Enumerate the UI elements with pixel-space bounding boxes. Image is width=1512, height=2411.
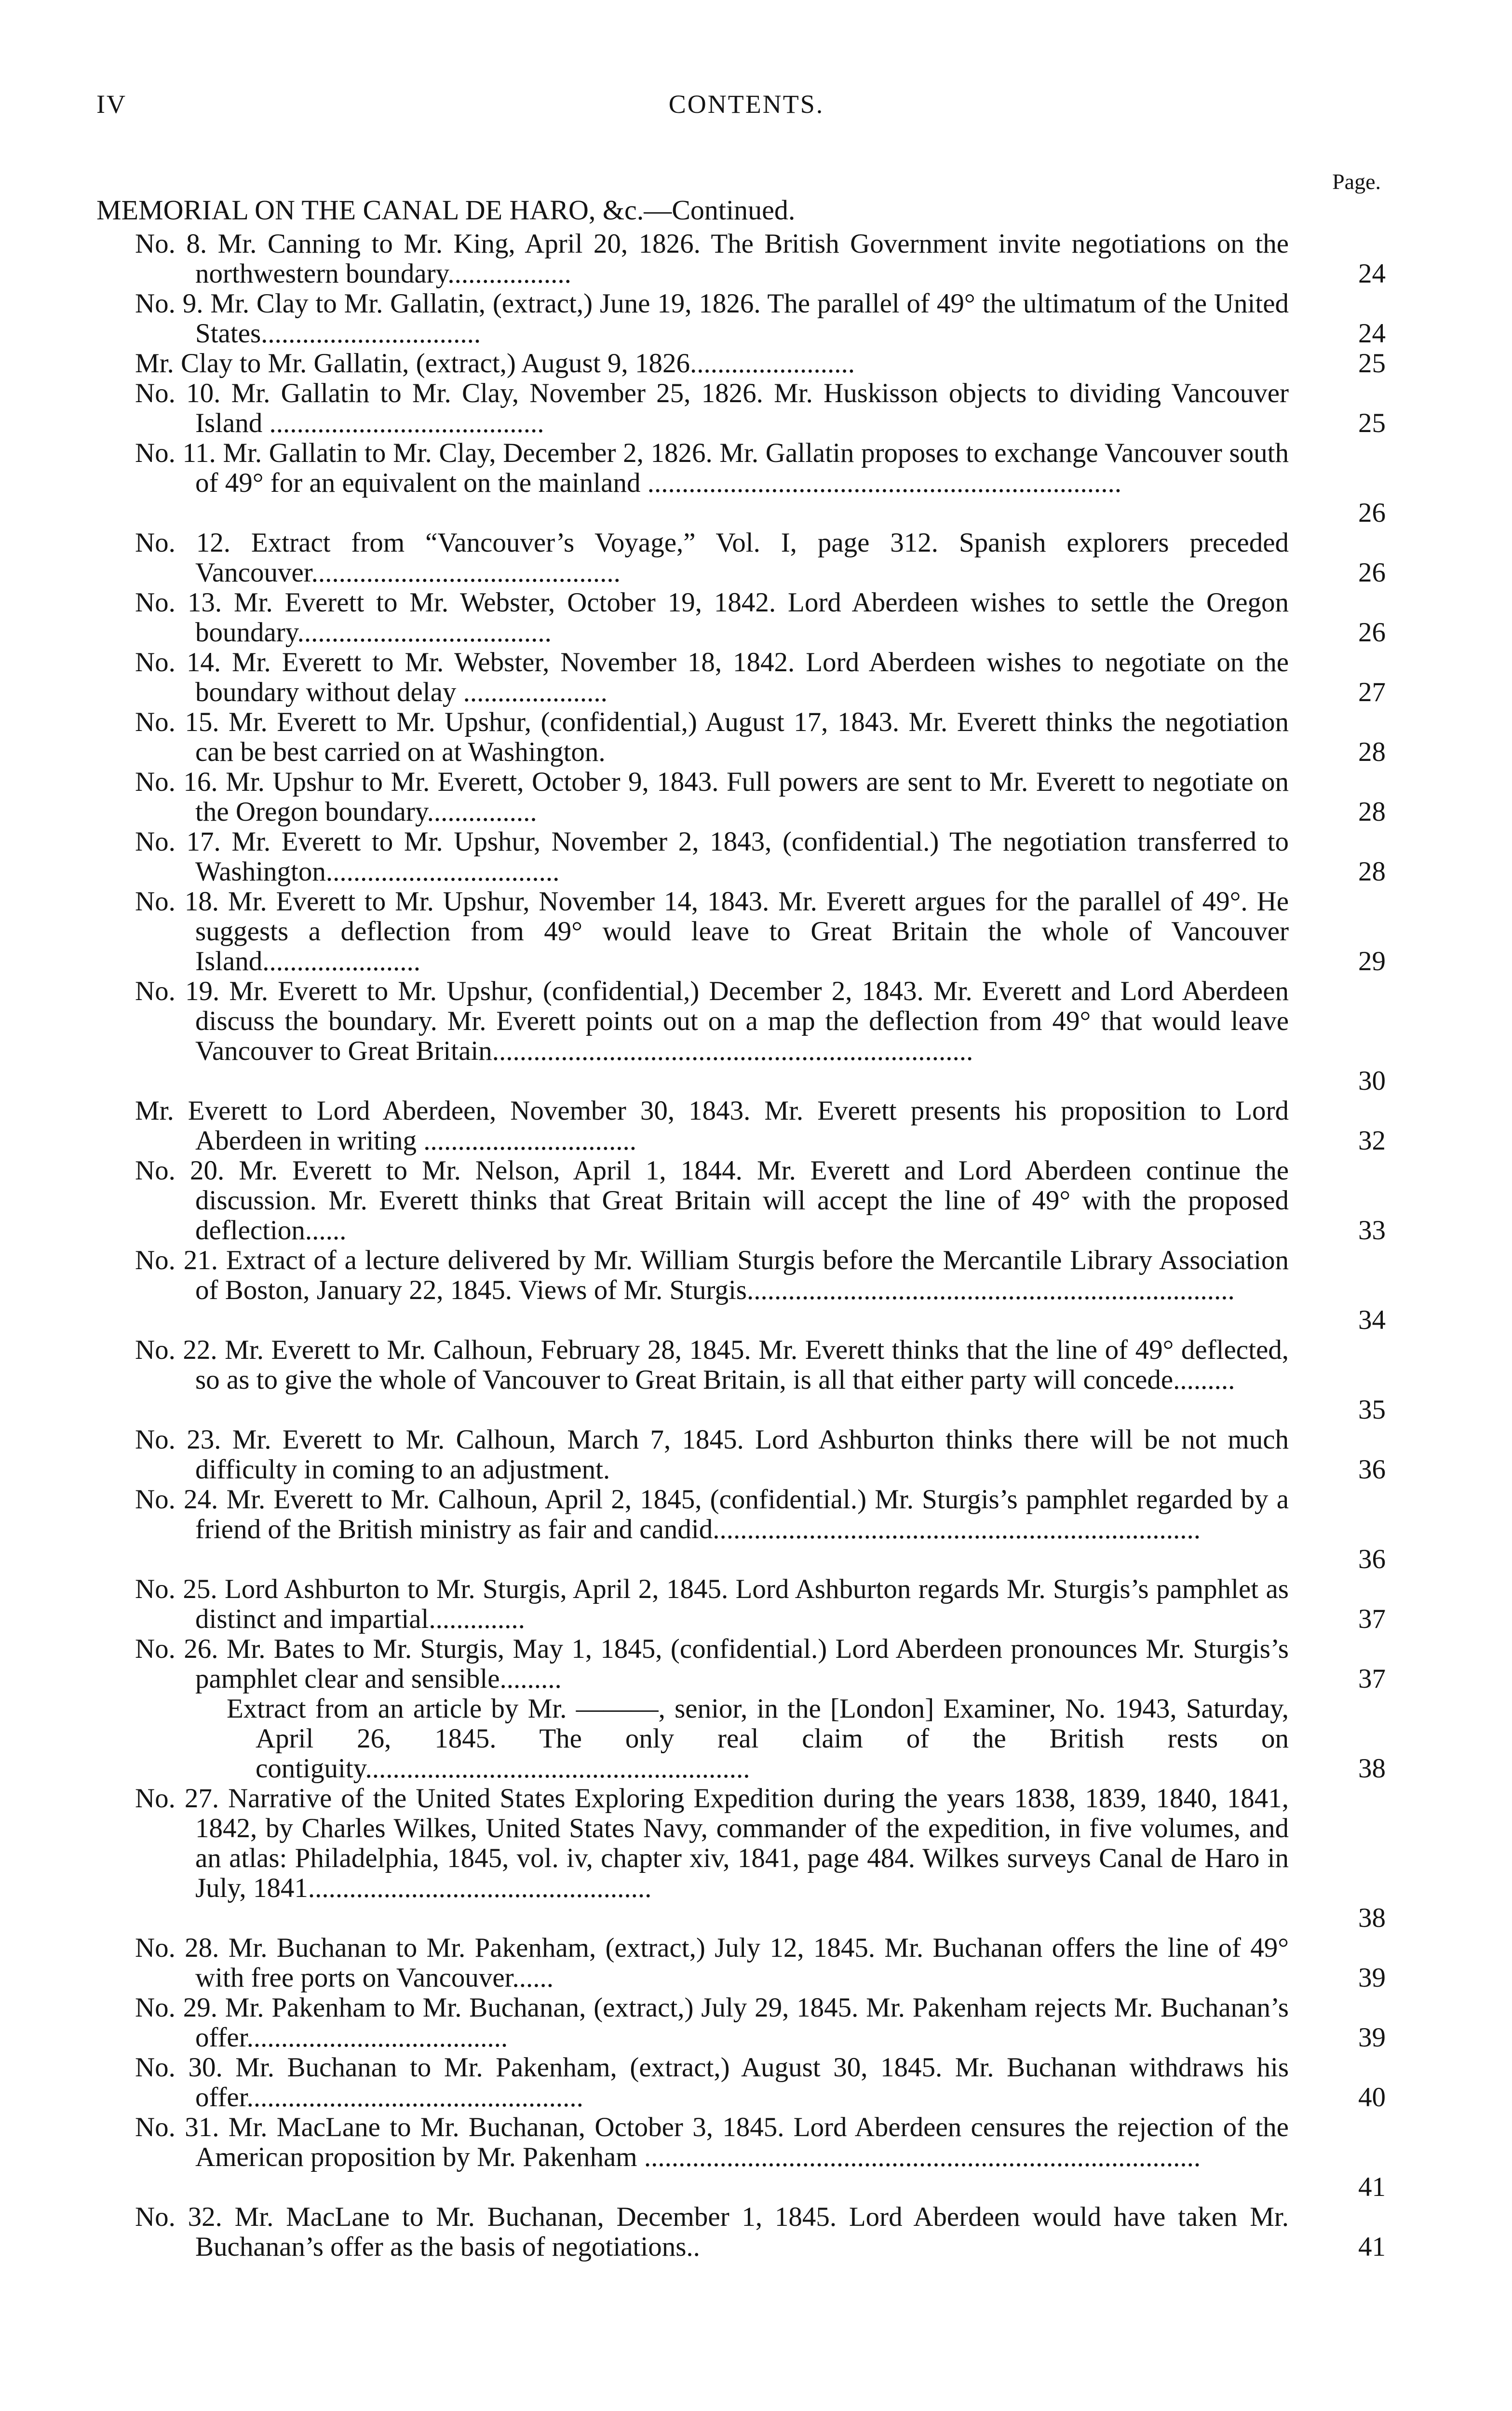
entry-text: No. 23. Mr. Everett to Mr. Calhoun, March 7, 1845. Lord Ashburton thinks there will be not much difficulty in coming to an adjustment. bbox=[135, 1424, 1289, 1485]
entry-page-number: 24 bbox=[1358, 318, 1386, 349]
entry-page-number: 25 bbox=[1358, 408, 1386, 438]
contents-entry bbox=[0, 1246, 1512, 1335]
entry-page-number: 39 bbox=[1358, 1963, 1386, 1993]
page-number: IV bbox=[96, 90, 127, 119]
entry-text: No. 8. Mr. Canning to Mr. King, April 20, 1826. The British Government invite negotiations on the northwestern boundary.................. bbox=[135, 229, 1289, 289]
contents-entry bbox=[0, 1784, 1512, 1933]
entry-page-number: 38 bbox=[1358, 1753, 1386, 1784]
contents-entry bbox=[0, 1993, 1512, 2053]
entry-page-number: 37 bbox=[1358, 1604, 1386, 1634]
entry-page-number: 28 bbox=[1358, 737, 1386, 767]
entry-page-number: 28 bbox=[1358, 797, 1386, 827]
contents-entry bbox=[0, 1634, 1512, 1694]
contents-entry bbox=[0, 588, 1512, 648]
entry-page-number: 29 bbox=[1358, 946, 1386, 976]
contents-entry bbox=[0, 379, 1512, 438]
entry-text: No. 13. Mr. Everett to Mr. Webster, October 19, 1842. Lord Aberdeen wishes to settle the Oregon boundary..................................... bbox=[135, 587, 1289, 648]
entry-page-number: 25 bbox=[1358, 348, 1386, 379]
entry-text: No. 18. Mr. Everett to Mr. Upshur, November 14, 1843. Mr. Everett argues for the parallel of 49°. He suggests a deflection from 49° would leave to Great Britain the whole of Vancouver Island....................... bbox=[135, 886, 1289, 976]
entry-text: Mr. Clay to Mr. Gallatin, (extract,) August 9, 1826........................ bbox=[135, 348, 855, 379]
entry-page-number: 41 bbox=[1358, 2232, 1386, 2262]
contents-entry bbox=[0, 289, 1512, 349]
contents-entry bbox=[0, 1933, 1512, 1993]
entry-text: No. 15. Mr. Everett to Mr. Upshur, (confidential,) August 17, 1843. Mr. Everett thinks the negotiation can be best carried on at Washington. bbox=[135, 707, 1289, 767]
contents-entry bbox=[0, 1096, 1512, 1156]
entry-text: No. 27. Narrative of the United States Exploring Expedition during the years 1838, 1839, 1840, 1841, 1842, by Charles Wilkes, United States Navy, commander of the expedition, in five volumes, and an atlas: Philadelphia, 1845, vol. iv, chapter xiv, 1841, page 484. Wilkes surveys Canal de Haro in July, 1841.................................................. bbox=[135, 1783, 1289, 1903]
contents-entry bbox=[0, 229, 1512, 289]
entry-page-number: 35 bbox=[1358, 1395, 1386, 1425]
contents-entry bbox=[0, 976, 1512, 1096]
contents-entry bbox=[0, 1335, 1512, 1425]
entry-page-number: 26 bbox=[1358, 557, 1386, 588]
contents-entry bbox=[0, 887, 1512, 976]
contents-entry bbox=[0, 767, 1512, 827]
entry-page-number: 36 bbox=[1358, 1454, 1386, 1485]
entry-text: No. 16. Mr. Upshur to Mr. Everett, October 9, 1843. Full powers are sent to Mr. Everett to negotiate on the Oregon boundary................ bbox=[135, 767, 1289, 827]
entry-text: No. 31. Mr. MacLane to Mr. Buchanan, October 3, 1845. Lord Aberdeen censures the rejection of the American proposition by Mr. Pakenham ................................................................................. bbox=[135, 2112, 1289, 2172]
contents-entry bbox=[0, 1574, 1512, 1634]
page-column-label: Page. bbox=[1332, 169, 1381, 194]
running-head bbox=[96, 89, 1396, 133]
entry-text: No. 20. Mr. Everett to Mr. Nelson, April 1, 1844. Mr. Everett and Lord Aberdeen continue the discussion. Mr. Everett thinks that Great Britain will accept the line of 49° with the proposed deflection...... bbox=[135, 1155, 1289, 1246]
entry-page-number: 28 bbox=[1358, 856, 1386, 887]
contents-entry bbox=[0, 2202, 1512, 2262]
entry-page-number: 40 bbox=[1358, 2082, 1386, 2113]
contents-entry bbox=[0, 2113, 1512, 2202]
entry-page-number: 26 bbox=[1358, 617, 1386, 648]
contents-list bbox=[0, 229, 1512, 2262]
entry-page-number: 34 bbox=[1358, 1305, 1386, 1335]
entry-text: No. 10. Mr. Gallatin to Mr. Clay, November 25, 1826. Mr. Huskisson objects to dividing Vancouver Island ........................................ bbox=[135, 378, 1289, 438]
entry-page-number: 26 bbox=[1358, 498, 1386, 528]
entry-text: No. 26. Mr. Bates to Mr. Sturgis, May 1, 1845, (confidential.) Lord Aberdeen pronounces Mr. Sturgis’s pamphlet clear and sensible......... bbox=[135, 1634, 1289, 1694]
entry-page-number: 39 bbox=[1358, 2022, 1386, 2053]
entry-text: No. 19. Mr. Everett to Mr. Upshur, (confidential,) December 2, 1843. Mr. Everett and Lord Aberdeen discuss the boundary. Mr. Everett points out on a map the deflection from 49° that would leave Vancouver to Great Britain...................................................................... bbox=[135, 976, 1289, 1066]
contents-entry bbox=[0, 1156, 1512, 1246]
contents-entry bbox=[0, 349, 1512, 379]
entry-text: No. 9. Mr. Clay to Mr. Gallatin, (extract,) June 19, 1826. The parallel of 49° the ultimatum of the United States................................ bbox=[135, 288, 1289, 349]
entry-text: No. 30. Mr. Buchanan to Mr. Pakenham, (extract,) August 30, 1845. Mr. Buchanan withdraws his offer................................................. bbox=[135, 2052, 1289, 2113]
entry-text: No. 29. Mr. Pakenham to Mr. Buchanan, (extract,) July 29, 1845. Mr. Pakenham rejects Mr. Buchanan’s offer...................................... bbox=[135, 1992, 1289, 2053]
entry-text: Extract from an article by Mr. ———, senior, in the [London] Examiner, No. 1943, Saturday, April 26, 1845. The only real claim of the British rests on contiguity........................................................ bbox=[227, 1693, 1289, 1784]
entry-page-number: 37 bbox=[1358, 1664, 1386, 1694]
entry-text: No. 12. Extract from “Vancouver’s Voyage,” Vol. I, page 312. Spanish explorers preceded Vancouver............................................. bbox=[135, 528, 1289, 588]
entry-page-number: 24 bbox=[1358, 258, 1386, 289]
entry-page-number: 38 bbox=[1358, 1903, 1386, 1933]
contents-entry bbox=[0, 1425, 1512, 1485]
entry-text: No. 32. Mr. MacLane to Mr. Buchanan, December 1, 1845. Lord Aberdeen would have taken Mr. Buchanan’s offer as the basis of negotiations.. bbox=[135, 2202, 1289, 2262]
entry-page-number: 36 bbox=[1358, 1544, 1386, 1574]
contents-entry bbox=[0, 528, 1512, 588]
entry-text: No. 14. Mr. Everett to Mr. Webster, November 18, 1842. Lord Aberdeen wishes to negotiate on the boundary without delay ..................... bbox=[135, 647, 1289, 707]
contents-entry bbox=[0, 707, 1512, 767]
entry-text: No. 22. Mr. Everett to Mr. Calhoun, February 28, 1845. Mr. Everett thinks that the line of 49° deflected, so as to give the whole of Vancouver to Great Britain, is all that either party will concede......... bbox=[135, 1335, 1289, 1395]
entry-text: No. 24. Mr. Everett to Mr. Calhoun, April 2, 1845, (confidential.) Mr. Sturgis’s pamphlet regarded by a friend of the British ministry as fair and candid....................................................................... bbox=[135, 1484, 1289, 1544]
contents-entry bbox=[0, 1485, 1512, 1574]
contents-entry bbox=[0, 1694, 1512, 1784]
contents-entry bbox=[0, 827, 1512, 887]
entry-text: No. 21. Extract of a lecture delivered by Mr. William Sturgis before the Mercantile Library Association of Boston, January 22, 1845. Views of Mr. Sturgis....................................................................... bbox=[135, 1245, 1289, 1305]
entry-text: No. 17. Mr. Everett to Mr. Upshur, November 2, 1843, (confidential.) The negotiation transferred to Washington.................................. bbox=[135, 826, 1289, 887]
entry-page-number: 27 bbox=[1358, 677, 1386, 707]
contents-entry bbox=[0, 2053, 1512, 2113]
entry-text: No. 11. Mr. Gallatin to Mr. Clay, December 2, 1826. Mr. Gallatin proposes to exchange Vancouver south of 49° for an equivalent on the mainland ..................................................................... bbox=[135, 438, 1289, 498]
entry-page-number: 32 bbox=[1358, 1125, 1386, 1156]
entry-page-number: 41 bbox=[1358, 2172, 1386, 2202]
entry-page-number: 33 bbox=[1358, 1215, 1386, 1246]
contents-entry bbox=[0, 438, 1512, 528]
section-heading: MEMORIAL ON THE CANAL DE HARO, &c.—Continued. bbox=[96, 194, 796, 226]
entry-text: No. 25. Lord Ashburton to Mr. Sturgis, April 2, 1845. Lord Ashburton regards Mr. Sturgis’s pamphlet as distinct and impartial.............. bbox=[135, 1574, 1289, 1634]
entry-page-number: 30 bbox=[1358, 1066, 1386, 1096]
contents-entry bbox=[0, 648, 1512, 707]
entry-text: Mr. Everett to Lord Aberdeen, November 30, 1843. Mr. Everett presents his proposition to Lord Aberdeen in writing ............................... bbox=[135, 1096, 1289, 1156]
page-title: CONTENTS. bbox=[668, 90, 824, 119]
entry-text: No. 28. Mr. Buchanan to Mr. Pakenham, (extract,) July 12, 1845. Mr. Buchanan offers the line of 49° with free ports on Vancouver...... bbox=[135, 1933, 1289, 1993]
